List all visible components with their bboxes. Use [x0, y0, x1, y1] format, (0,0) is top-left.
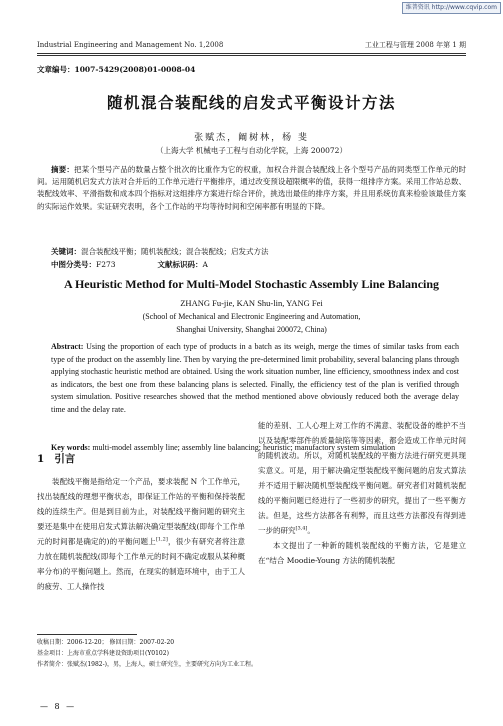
paragraph-text: ，很少有研究者将注意力放在随机装配线(即每个工作单元的时间不确定或服从某种概率分布)的平衡问题上。然而，在现实的制造环境中，由于工人的疲劳、工人操作技 — [37, 537, 245, 591]
document-code-value: A — [202, 260, 208, 269]
document-code-label: 文献标识码： — [157, 260, 203, 269]
clc-label: 中图分类号： — [51, 260, 96, 269]
body-paragraph — [258, 538, 466, 568]
footnote-author-bio: 作者简介：张赋杰(1982-)，男，上海人，硕士研究生，主要研究方向为工业工程。 — [37, 661, 257, 668]
english-keywords-text: multi-model assembly line; assembly line balancing; heuristic; manufactory system simulation — [92, 443, 396, 452]
article-number: 文章编号：1007-5429(2008)01-0008-04 — [37, 65, 196, 74]
english-affiliation-line1: (School of Mechanical and Electronic Engineering and Automation, — [142, 312, 361, 321]
chinese-keywords-label: 关键词： — [51, 247, 81, 256]
section-number: 1 — [37, 453, 45, 465]
body-paragraph — [258, 418, 466, 538]
chinese-abstract — [37, 164, 466, 213]
chinese-keywords — [51, 247, 466, 257]
page-number: — 8 — — [40, 702, 77, 711]
english-title: A Heuristic Method for Multi-Model Stochastic Assembly Line Balancing — [63, 277, 440, 291]
header-rule-thin — [37, 55, 466, 56]
chinese-title: 随机混合装配线的启发式平衡设计方法 — [106, 93, 396, 112]
body-column-left — [37, 452, 245, 594]
english-affiliation-line2: Shanghai University, Shanghai 200072, China) — [176, 325, 327, 334]
section-heading-introduction — [37, 452, 245, 466]
paragraph-text: 能的差别、工人心理上对工作的不满意、装配设备的维护不当以及装配零部件的质量缺陷等等因素，都会造成工作单元时间的随机波动。所以，对随机装配线的平衡方法进行研究更具现实意义。可是，用于解决确定型装配线平衡问题的启发式算法并不适用于解决随机型装配线平衡问题。研究者们对随机装配线的平衡问题已经进行了一些初步的研究，提出了一些平衡方法。但是，这些方法都各有利弊，而且这些方法都没有得到进一步的研究 — [258, 421, 466, 535]
paragraph-text: 。 — [307, 526, 315, 535]
english-abstract-label: Abstract: — [51, 342, 84, 351]
paragraph-text: 装配线平衡是指给定一个产品，要求装配 N 个工作单元，找出装配线的理想平衡状态，即保证工作站的平衡和保持装配线的连续生产。但是到目前为止，对装配线平衡问题的研究主要还是集中在使用启发式算法解决确定型装配线(即每个工作单元的时间都是确定的)的平衡问题上 — [37, 477, 245, 546]
clc-number — [51, 260, 116, 270]
header-journal-cn: 工业工程与管理 2008 年第 1 期 — [364, 41, 466, 49]
running-header — [37, 41, 466, 52]
header-rule-thick — [37, 53, 466, 54]
clc-value: F273 — [96, 260, 116, 269]
paragraph-text: 本文提出了一种新的随机装配线的平衡方法，它是建立在“结合 Moodie-Young 方法的随机装配 — [258, 541, 466, 565]
footnote-rule — [37, 634, 137, 635]
classification-line — [51, 260, 466, 270]
english-keywords-label: Key words: — [51, 443, 91, 452]
chinese-keywords-text: 混合装配线平衡；随机装配线；混合装配线；启发式方法 — [81, 247, 269, 256]
citation: [3,4] — [295, 525, 308, 532]
english-abstract-text: Using the proportion of each type of products in a batch as its weigh, merge the times of similar tasks from each type of the product on the assembly line. Then by varying the pre-determined limit probability, several balancing plans through applying stochastic heuristic method are obtained. Using the work situation number, line efficiency, smoothness index and cost as indicators, the best one from these balancing plans is selected. Finally, the efficiency test of the plan is verified through system simulation. Positive researches showed that the method mentioned above obviously reduced both the average delay time and the delay rate. — [51, 342, 460, 414]
chinese-authors: 张赋杰，阚树林，杨 斐 — [194, 133, 309, 143]
footnote-fund: 基金项目：上海市重点学科建设资助项目(Y0102) — [37, 650, 169, 657]
body-paragraph — [37, 474, 245, 594]
chinese-abstract-label: 摘要： — [51, 165, 75, 174]
english-abstract — [51, 341, 459, 417]
footnote-received-date: 收稿日期：2006-12-20； 修回日期：2007-02-20 — [37, 639, 175, 646]
chinese-affiliation: （上海大学 机械电子工程与自动化学院，上海 200072） — [156, 146, 347, 155]
body-column-right — [258, 418, 466, 568]
header-journal-en: Industrial Engineering and Management No. 1,2008 — [37, 41, 224, 49]
document-code — [158, 260, 208, 270]
watermark-stamp: 维普资讯 http://www.cqvip.com — [402, 2, 501, 14]
chinese-abstract-text: 把某个型号产品的数量占整个批次的比重作为它的权重，加权合并混合装配线上各个型号产品的同类型工作单元的时间。运用随机启发式方法对合并后的工作单元进行平衡排序，通过改变预设超限概率的值，获得一组排序方案。采用工作站总数、装配线效率、平滑指数和成本四个指标对这组排序方案进行综合评价，挑选出最佳的排序方案，并且用系统仿真来检验该最佳方案的实际运作效果。实证研究表明，各个工作站的平均等待时间和空闲率都有明显的下降。 — [37, 165, 467, 211]
citation: [1,2] — [155, 536, 168, 543]
section-title: 引言 — [54, 453, 76, 465]
english-authors: ZHANG Fu-jie, KAN Shu-lin, YANG Fei — [180, 298, 323, 308]
